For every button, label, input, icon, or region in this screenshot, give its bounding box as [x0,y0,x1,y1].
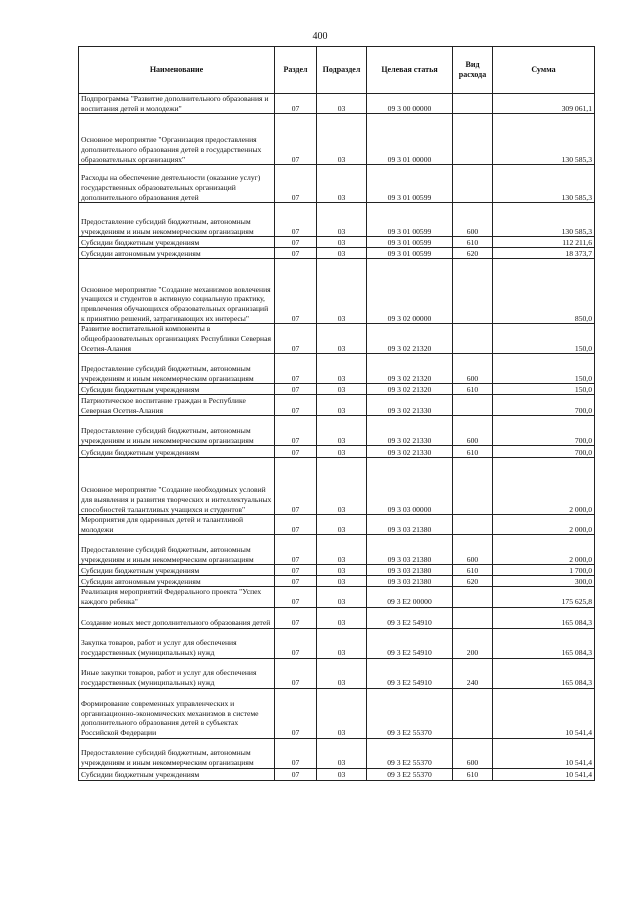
row-subsection: 03 [317,738,367,768]
row-subsection: 03 [317,259,367,324]
row-amount: 150,0 [493,324,595,354]
page-number: 400 [312,31,328,42]
row-target: 09 3 03 21380 [367,535,453,565]
row-type [453,259,493,324]
row-subsection: 03 [317,458,367,515]
row-subsection: 03 [317,94,367,114]
row-target: 09 3 03 21380 [367,565,453,576]
row-name: Субсидии автономным учреждениям [79,248,275,259]
row-type [453,114,493,165]
row-name: Предоставление субсидий бюджетным, автономным учреждениям и иным некоммерческим организациям [79,535,275,565]
row-name: Мероприятия для одаренных детей и талантливой молодежи [79,515,275,535]
row-name: Предоставление субсидий бюджетным, автономным учреждениям и иным некоммерческим организациям [79,738,275,768]
row-name: Развитие воспитательной компоненты в общеобразовательных организациях Республики Северная Осетия-Алания [79,324,275,354]
table-row [79,395,595,416]
row-name: Субсидии автономным учреждениям [79,576,275,587]
row-amount: 112 211,6 [493,237,595,248]
row-subsection: 03 [317,658,367,688]
row-type [453,165,493,203]
row-section: 07 [275,658,317,688]
row-amount: 700,0 [493,416,595,446]
row-name: Формирование современных управленческих и организационно-экономических механизмов в системе дополнительного образования детей в субъектах Российской Федерации [79,688,275,738]
table-row [79,446,595,458]
row-subsection: 03 [317,587,367,607]
header-subsection: Подраздел [317,47,367,94]
row-section: 07 [275,395,317,416]
row-amount: 309 061,1 [493,94,595,114]
row-name: Предоставление субсидий бюджетным, автономным учреждениям и иным некоммерческим организациям [79,354,275,384]
row-section: 07 [275,354,317,384]
table-row [79,458,595,515]
row-name: Субсидии бюджетным учреждениям [79,768,275,780]
row-subsection: 03 [317,515,367,535]
row-amount: 2 000,0 [493,515,595,535]
row-type: 610 [453,384,493,395]
row-target: 09 3 00 00000 [367,94,453,114]
row-section: 07 [275,607,317,628]
table-row [79,738,595,768]
row-target: 09 3 E2 55370 [367,738,453,768]
row-type: 610 [453,768,493,780]
row-target: 09 3 01 00599 [367,203,453,237]
row-type: 600 [453,535,493,565]
row-section: 07 [275,458,317,515]
budget-table [78,46,595,781]
table-row [79,535,595,565]
row-subsection: 03 [317,535,367,565]
row-name: Реализация мероприятий Федерального проекта "Успех каждого ребенка" [79,587,275,607]
row-name: Субсидии бюджетным учреждениям [79,384,275,395]
row-section: 07 [275,248,317,259]
row-subsection: 03 [317,248,367,259]
table-row [79,565,595,576]
table-row [79,203,595,237]
row-target: 09 3 02 21320 [367,384,453,395]
row-section: 07 [275,515,317,535]
row-section: 07 [275,446,317,458]
row-subsection: 03 [317,384,367,395]
row-target: 09 3 E2 55370 [367,688,453,738]
row-name: Субсидии бюджетным учреждениям [79,237,275,248]
row-name: Основное мероприятие "Организация предоставления дополнительного образования детей в государственных образовательных организациях" [79,114,275,165]
row-subsection: 03 [317,576,367,587]
row-name: Предоставление субсидий бюджетным, автономным учреждениям и иным некоммерческим организациям [79,203,275,237]
row-target: 09 3 02 21320 [367,324,453,354]
row-section: 07 [275,324,317,354]
row-amount: 130 585,3 [493,114,595,165]
row-subsection: 03 [317,416,367,446]
row-name: Основное мероприятие "Создание механизмов вовлечения учащихся и студентов в активную социальную практику, привлечения обучающихся образовательных организаций к принятию решений, затрагивающих их интересы" [79,259,275,324]
row-amount: 2 000,0 [493,535,595,565]
row-section: 07 [275,688,317,738]
row-section: 07 [275,203,317,237]
row-name: Патриотическое воспитание граждан в Республике Северная Осетия-Алания [79,395,275,416]
header-section: Раздел [275,47,317,94]
row-section: 07 [275,768,317,780]
row-target: 09 3 03 21380 [367,576,453,587]
row-type [453,94,493,114]
table-row [79,354,595,384]
table-row [79,768,595,780]
row-target: 09 3 01 00000 [367,114,453,165]
row-amount: 130 585,3 [493,165,595,203]
table-row [79,628,595,658]
row-target: 09 3 E2 00000 [367,587,453,607]
row-name: Иные закупки товаров, работ и услуг для обеспечения государственных (муниципальных) нужд [79,658,275,688]
row-type: 600 [453,738,493,768]
row-section: 07 [275,565,317,576]
row-type [453,587,493,607]
row-target: 09 3 01 00599 [367,165,453,203]
row-section: 07 [275,237,317,248]
row-section: 07 [275,576,317,587]
row-subsection: 03 [317,237,367,248]
row-type: 620 [453,576,493,587]
table-row [79,576,595,587]
row-amount: 130 585,3 [493,203,595,237]
row-type [453,607,493,628]
row-target: 09 3 03 21380 [367,515,453,535]
table-row [79,515,595,535]
table-row [79,165,595,203]
row-subsection: 03 [317,114,367,165]
row-section: 07 [275,416,317,446]
row-amount: 10 541,4 [493,738,595,768]
row-type: 610 [453,565,493,576]
table-row [79,658,595,688]
row-type: 240 [453,658,493,688]
table-row [79,416,595,446]
row-amount: 300,0 [493,576,595,587]
row-subsection: 03 [317,768,367,780]
row-subsection: 03 [317,324,367,354]
row-amount: 150,0 [493,354,595,384]
row-section: 07 [275,94,317,114]
row-subsection: 03 [317,628,367,658]
row-amount: 165 084,3 [493,607,595,628]
row-section: 07 [275,384,317,395]
row-target: 09 3 E2 54910 [367,607,453,628]
row-subsection: 03 [317,565,367,576]
row-name: Подпрограмма "Развитие дополнительного образования и воспитания детей и молодежи" [79,94,275,114]
row-amount: 165 084,3 [493,628,595,658]
row-type [453,324,493,354]
row-type [453,515,493,535]
table-row [79,259,595,324]
row-name: Основное мероприятие "Создание необходимых условий для выявления и развития творческих и интеллектуальных способностей талантливых учащихся и студентов" [79,458,275,515]
row-amount: 1 700,0 [493,565,595,576]
row-amount: 165 084,3 [493,658,595,688]
row-type [453,458,493,515]
row-amount: 700,0 [493,395,595,416]
table-row [79,607,595,628]
row-amount: 150,0 [493,384,595,395]
row-target: 09 3 E2 54910 [367,658,453,688]
row-subsection: 03 [317,203,367,237]
table-row [79,94,595,114]
table-row [79,587,595,607]
row-section: 07 [275,587,317,607]
row-target: 09 3 03 00000 [367,458,453,515]
row-type: 600 [453,416,493,446]
row-target: 09 3 02 21330 [367,416,453,446]
row-subsection: 03 [317,446,367,458]
header-name: Наименование [79,47,275,94]
row-amount: 2 000,0 [493,458,595,515]
row-target: 09 3 E2 55370 [367,768,453,780]
row-section: 07 [275,535,317,565]
row-amount: 18 373,7 [493,248,595,259]
row-target: 09 3 02 21330 [367,446,453,458]
header-type: Вид расхода [453,47,493,94]
table-body [79,94,595,781]
row-subsection: 03 [317,607,367,628]
row-subsection: 03 [317,165,367,203]
row-type: 610 [453,237,493,248]
table-row [79,248,595,259]
row-type: 620 [453,248,493,259]
row-name: Закупка товаров, работ и услуг для обеспечения государственных (муниципальных) нужд [79,628,275,658]
row-type [453,395,493,416]
table-row [79,688,595,738]
row-section: 07 [275,114,317,165]
row-name: Предоставление субсидий бюджетным, автономным учреждениям и иным некоммерческим организациям [79,416,275,446]
row-section: 07 [275,165,317,203]
row-target: 09 3 02 21320 [367,354,453,384]
row-type: 600 [453,354,493,384]
table-header-row [79,47,595,94]
row-section: 07 [275,259,317,324]
row-target: 09 3 01 00599 [367,237,453,248]
header-target: Целевая статья [367,47,453,94]
row-subsection: 03 [317,395,367,416]
row-name: Создание новых мест дополнительного образования детей [79,607,275,628]
row-amount: 10 541,4 [493,768,595,780]
table-row [79,114,595,165]
row-subsection: 03 [317,688,367,738]
table-row [79,384,595,395]
header-amount: Сумма [493,47,595,94]
row-amount: 700,0 [493,446,595,458]
row-type: 200 [453,628,493,658]
row-target: 09 3 E2 54910 [367,628,453,658]
row-type: 610 [453,446,493,458]
table-row [79,324,595,354]
row-type: 600 [453,203,493,237]
row-section: 07 [275,738,317,768]
row-target: 09 3 01 00599 [367,248,453,259]
row-target: 09 3 02 21330 [367,395,453,416]
table-row [79,237,595,248]
row-section: 07 [275,628,317,658]
row-subsection: 03 [317,354,367,384]
row-name: Расходы на обеспечение деятельности (оказание услуг) государственных образовательных организаций дополнительного образования детей [79,165,275,203]
row-amount: 10 541,4 [493,688,595,738]
row-amount: 850,0 [493,259,595,324]
row-name: Субсидии бюджетным учреждениям [79,446,275,458]
row-type [453,688,493,738]
row-target: 09 3 02 00000 [367,259,453,324]
row-amount: 175 625,8 [493,587,595,607]
row-name: Субсидии бюджетным учреждениям [79,565,275,576]
